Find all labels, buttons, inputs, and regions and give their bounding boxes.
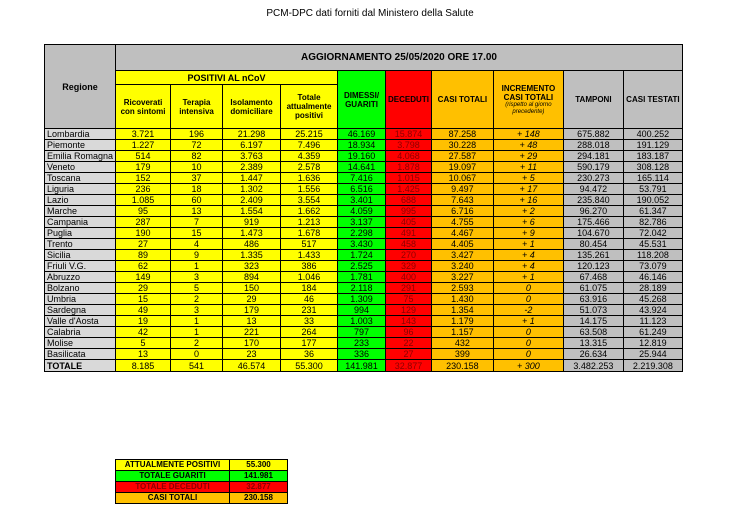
cell-tamponi: 14.175 — [563, 316, 623, 327]
cell-dimessi: 1.781 — [338, 272, 386, 283]
cell-dimessi: 19.160 — [338, 151, 386, 162]
summary-value: 141.981 — [230, 471, 288, 482]
totale-testati: 2.219.308 — [623, 360, 682, 372]
summary-label: CASI TOTALI — [116, 493, 230, 504]
cell-isolamento: 1.302 — [223, 184, 281, 195]
cell-casi-totali: 9.497 — [431, 184, 493, 195]
cell-terapia: 5 — [171, 283, 223, 294]
cell-tamponi: 96.270 — [563, 206, 623, 217]
cell-totale-positivi: 1.046 — [281, 272, 338, 283]
cell-totale-positivi: 3.554 — [281, 195, 338, 206]
table-row — [45, 349, 683, 360]
cell-deceduti: 405 — [386, 217, 432, 228]
cell-terapia: 10 — [171, 162, 223, 173]
cell-isolamento: 2.409 — [223, 195, 281, 206]
cell-casi-totali: 4.405 — [431, 239, 493, 250]
header-incremento — [493, 71, 563, 129]
cell-incremento: 0 — [493, 327, 563, 338]
cell-regione: Toscana — [45, 173, 116, 184]
cell-deceduti: 270 — [386, 250, 432, 261]
header-incremento-note: (rispetto al giorno precedente) — [505, 101, 552, 115]
table-row — [45, 250, 683, 261]
cell-totale-positivi: 1.636 — [281, 173, 338, 184]
cell-regione: Sicilia — [45, 250, 116, 261]
cell-deceduti: 329 — [386, 261, 432, 272]
cell-isolamento: 6.197 — [223, 140, 281, 151]
cell-casi-totali: 1.179 — [431, 316, 493, 327]
cell-casi-testati: 118.208 — [623, 250, 682, 261]
cell-ricoverati: 15 — [116, 294, 171, 305]
cell-incremento: 0 — [493, 283, 563, 294]
cell-ricoverati: 19 — [116, 316, 171, 327]
cell-deceduti: 3.798 — [386, 140, 432, 151]
summary-value: 32.877 — [230, 482, 288, 493]
table-row — [45, 140, 683, 151]
cell-casi-testati: 46.146 — [623, 272, 682, 283]
cell-regione: Valle d'Aosta — [45, 316, 116, 327]
cell-terapia: 4 — [171, 239, 223, 250]
table-row — [45, 151, 683, 162]
cell-casi-testati: 43.924 — [623, 305, 682, 316]
cell-casi-testati: 12.819 — [623, 338, 682, 349]
cell-casi-totali: 6.716 — [431, 206, 493, 217]
cell-dimessi: 3.401 — [338, 195, 386, 206]
cell-casi-testati: 82.786 — [623, 217, 682, 228]
table-row — [45, 129, 683, 140]
summary-row — [116, 471, 288, 482]
cell-ricoverati: 190 — [116, 228, 171, 239]
cell-deceduti: 75 — [386, 294, 432, 305]
cell-terapia: 0 — [171, 349, 223, 360]
cell-casi-totali: 399 — [431, 349, 493, 360]
cell-casi-testati: 45.531 — [623, 239, 682, 250]
cell-regione: Umbria — [45, 294, 116, 305]
header-terapia: Terapia intensiva — [171, 85, 223, 129]
cell-totale-positivi: 36 — [281, 349, 338, 360]
header-aggiornamento: AGGIORNAMENTO 25/05/2020 ORE 17.00 — [116, 45, 683, 71]
cell-incremento: + 1 — [493, 272, 563, 283]
table-row — [45, 283, 683, 294]
header-casi-totali: CASI TOTALI — [431, 71, 493, 129]
cell-tamponi: 175.466 — [563, 217, 623, 228]
cell-terapia: 13 — [171, 206, 223, 217]
cell-ricoverati: 13 — [116, 349, 171, 360]
cell-tamponi: 675.882 — [563, 129, 623, 140]
cell-dimessi: 3.430 — [338, 239, 386, 250]
cell-terapia: 2 — [171, 338, 223, 349]
cell-isolamento: 486 — [223, 239, 281, 250]
table-row — [45, 206, 683, 217]
totale-dimessi: 141.981 — [338, 360, 386, 372]
cell-tamponi: 590.179 — [563, 162, 623, 173]
cell-dimessi: 2.298 — [338, 228, 386, 239]
cell-casi-totali: 3.227 — [431, 272, 493, 283]
cell-tamponi: 288.018 — [563, 140, 623, 151]
cell-dimessi: 797 — [338, 327, 386, 338]
cell-deceduti: 1.878 — [386, 162, 432, 173]
cell-ricoverati: 3.721 — [116, 129, 171, 140]
table-row — [45, 338, 683, 349]
cell-terapia: 60 — [171, 195, 223, 206]
cell-deceduti: 15.874 — [386, 129, 432, 140]
cell-isolamento: 13 — [223, 316, 281, 327]
cell-ricoverati: 89 — [116, 250, 171, 261]
cell-ricoverati: 1.227 — [116, 140, 171, 151]
cell-totale-positivi: 177 — [281, 338, 338, 349]
cell-terapia: 7 — [171, 217, 223, 228]
cell-isolamento: 1.473 — [223, 228, 281, 239]
table-row — [45, 327, 683, 338]
cell-dimessi: 233 — [338, 338, 386, 349]
cell-totale-positivi: 2.578 — [281, 162, 338, 173]
cell-incremento: + 4 — [493, 261, 563, 272]
cell-ricoverati: 152 — [116, 173, 171, 184]
cell-casi-totali: 1.430 — [431, 294, 493, 305]
cell-incremento: + 1 — [493, 239, 563, 250]
cell-terapia: 3 — [171, 305, 223, 316]
cell-casi-testati: 190.052 — [623, 195, 682, 206]
cell-regione: Campania — [45, 217, 116, 228]
header-totale-positivi: Totale attualmente positivi — [281, 85, 338, 129]
cell-isolamento: 221 — [223, 327, 281, 338]
totale-casi: 230.158 — [431, 360, 493, 372]
cell-isolamento: 3.763 — [223, 151, 281, 162]
header-deceduti: DECEDUTI — [386, 71, 432, 129]
cell-casi-totali: 2.593 — [431, 283, 493, 294]
summary-label: TOTALE GUARITI — [116, 471, 230, 482]
totale-terapia: 541 — [171, 360, 223, 372]
cell-isolamento: 2.389 — [223, 162, 281, 173]
cell-regione: Sardegna — [45, 305, 116, 316]
cell-deceduti: 129 — [386, 305, 432, 316]
cell-deceduti: 143 — [386, 316, 432, 327]
cell-isolamento: 23 — [223, 349, 281, 360]
cell-totale-positivi: 46 — [281, 294, 338, 305]
cell-regione: Trento — [45, 239, 116, 250]
cell-isolamento: 150 — [223, 283, 281, 294]
cell-regione: Piemonte — [45, 140, 116, 151]
cell-ricoverati: 179 — [116, 162, 171, 173]
cell-casi-testati: 191.129 — [623, 140, 682, 151]
summary-row — [116, 493, 288, 504]
cell-ricoverati: 5 — [116, 338, 171, 349]
cell-terapia: 9 — [171, 250, 223, 261]
cell-incremento: + 2 — [493, 206, 563, 217]
table-row — [45, 162, 683, 173]
cell-casi-testati: 308.128 — [623, 162, 682, 173]
cell-regione: Lombardia — [45, 129, 116, 140]
cell-totale-positivi: 7.496 — [281, 140, 338, 151]
cell-incremento: + 9 — [493, 228, 563, 239]
header-tamponi: TAMPONI — [563, 71, 623, 129]
cell-isolamento: 919 — [223, 217, 281, 228]
cell-isolamento: 1.554 — [223, 206, 281, 217]
covid-data-table — [44, 44, 683, 372]
cell-ricoverati: 236 — [116, 184, 171, 195]
cell-tamponi: 63.916 — [563, 294, 623, 305]
cell-incremento: + 11 — [493, 162, 563, 173]
cell-dimessi: 18.934 — [338, 140, 386, 151]
cell-totale-positivi: 264 — [281, 327, 338, 338]
header-positivi: POSITIVI AL nCoV — [116, 71, 338, 85]
cell-totale-positivi: 33 — [281, 316, 338, 327]
cell-casi-totali: 7.643 — [431, 195, 493, 206]
summary-value: 55.300 — [230, 460, 288, 471]
cell-tamponi: 67.468 — [563, 272, 623, 283]
cell-incremento: 0 — [493, 294, 563, 305]
cell-casi-totali: 1.354 — [431, 305, 493, 316]
cell-casi-totali: 4.467 — [431, 228, 493, 239]
table-row-totale — [45, 360, 683, 372]
summary-row — [116, 460, 288, 471]
cell-tamponi: 51.073 — [563, 305, 623, 316]
cell-totale-positivi: 1.213 — [281, 217, 338, 228]
table-row — [45, 217, 683, 228]
cell-casi-testati: 72.042 — [623, 228, 682, 239]
cell-casi-testati: 28.189 — [623, 283, 682, 294]
cell-ricoverati: 62 — [116, 261, 171, 272]
cell-tamponi: 120.123 — [563, 261, 623, 272]
cell-tamponi: 135.261 — [563, 250, 623, 261]
cell-incremento: + 148 — [493, 129, 563, 140]
table-row — [45, 305, 683, 316]
cell-dimessi: 7.416 — [338, 173, 386, 184]
cell-deceduti: 96 — [386, 327, 432, 338]
totale-ricoverati: 8.185 — [116, 360, 171, 372]
cell-dimessi: 14.641 — [338, 162, 386, 173]
cell-casi-testati: 53.791 — [623, 184, 682, 195]
cell-incremento: + 1 — [493, 316, 563, 327]
table-row — [45, 239, 683, 250]
cell-casi-testati: 183.187 — [623, 151, 682, 162]
cell-totale-positivi: 1.662 — [281, 206, 338, 217]
cell-casi-testati: 25.944 — [623, 349, 682, 360]
cell-ricoverati: 514 — [116, 151, 171, 162]
cell-casi-totali: 87.258 — [431, 129, 493, 140]
cell-terapia: 15 — [171, 228, 223, 239]
cell-terapia: 1 — [171, 261, 223, 272]
cell-ricoverati: 95 — [116, 206, 171, 217]
cell-deceduti: 27 — [386, 349, 432, 360]
cell-casi-totali: 30.228 — [431, 140, 493, 151]
cell-casi-testati: 45.268 — [623, 294, 682, 305]
cell-tamponi: 294.181 — [563, 151, 623, 162]
cell-deceduti: 291 — [386, 283, 432, 294]
cell-tamponi: 235.840 — [563, 195, 623, 206]
cell-incremento: + 29 — [493, 151, 563, 162]
cell-tamponi: 63.508 — [563, 327, 623, 338]
cell-casi-totali: 1.157 — [431, 327, 493, 338]
cell-ricoverati: 27 — [116, 239, 171, 250]
header-casi-testati: CASI TESTATI — [623, 71, 682, 129]
cell-tamponi: 26.634 — [563, 349, 623, 360]
cell-regione: Lazio — [45, 195, 116, 206]
cell-terapia: 37 — [171, 173, 223, 184]
totale-deceduti: 32.877 — [386, 360, 432, 372]
cell-isolamento: 179 — [223, 305, 281, 316]
table-row — [45, 316, 683, 327]
cell-regione: Molise — [45, 338, 116, 349]
source-caption: PCM-DPC dati forniti dal Ministero della Salute — [266, 8, 474, 19]
cell-incremento: 0 — [493, 349, 563, 360]
cell-ricoverati: 287 — [116, 217, 171, 228]
cell-ricoverati: 29 — [116, 283, 171, 294]
cell-regione: Liguria — [45, 184, 116, 195]
cell-casi-testati: 61.249 — [623, 327, 682, 338]
totale-incremento: + 300 — [493, 360, 563, 372]
cell-dimessi: 2.118 — [338, 283, 386, 294]
cell-ricoverati: 149 — [116, 272, 171, 283]
cell-dimessi: 1.003 — [338, 316, 386, 327]
cell-casi-totali: 27.587 — [431, 151, 493, 162]
cell-deceduti: 22 — [386, 338, 432, 349]
cell-isolamento: 1.447 — [223, 173, 281, 184]
cell-terapia: 1 — [171, 316, 223, 327]
cell-terapia: 3 — [171, 272, 223, 283]
totale-positivi: 55.300 — [281, 360, 338, 372]
table-row — [45, 228, 683, 239]
table-body — [45, 129, 683, 360]
cell-ricoverati: 42 — [116, 327, 171, 338]
cell-casi-testati: 61.347 — [623, 206, 682, 217]
cell-isolamento: 29 — [223, 294, 281, 305]
cell-incremento: + 48 — [493, 140, 563, 151]
header-incremento-label: INCREMENTO CASI TOTALI — [501, 83, 556, 102]
cell-terapia: 2 — [171, 294, 223, 305]
cell-casi-testati: 165.114 — [623, 173, 682, 184]
cell-tamponi: 13.315 — [563, 338, 623, 349]
cell-dimessi: 1.309 — [338, 294, 386, 305]
cell-dimessi: 4.059 — [338, 206, 386, 217]
header-regione: Regione — [45, 45, 116, 129]
cell-totale-positivi: 1.433 — [281, 250, 338, 261]
summary-value: 230.158 — [230, 493, 288, 504]
cell-regione: Puglia — [45, 228, 116, 239]
table-row — [45, 184, 683, 195]
cell-ricoverati: 1.085 — [116, 195, 171, 206]
cell-casi-totali: 19.097 — [431, 162, 493, 173]
header-dimessi: DIMESSI/ GUARITI — [338, 71, 386, 129]
cell-casi-totali: 10.067 — [431, 173, 493, 184]
cell-regione: Marche — [45, 206, 116, 217]
cell-deceduti: 491 — [386, 228, 432, 239]
cell-isolamento: 323 — [223, 261, 281, 272]
table-row — [45, 173, 683, 184]
cell-deceduti: 1.015 — [386, 173, 432, 184]
cell-incremento: + 16 — [493, 195, 563, 206]
summary-row — [116, 482, 288, 493]
cell-casi-testati: 73.079 — [623, 261, 682, 272]
cell-regione: Veneto — [45, 162, 116, 173]
cell-isolamento: 170 — [223, 338, 281, 349]
table-row — [45, 195, 683, 206]
summary-label: ATTUALMENTE POSITIVI — [116, 460, 230, 471]
cell-incremento: -2 — [493, 305, 563, 316]
cell-casi-testati: 400.252 — [623, 129, 682, 140]
cell-deceduti: 4.068 — [386, 151, 432, 162]
cell-deceduti: 458 — [386, 239, 432, 250]
header-isolamento: Isolamento domiciliare — [223, 85, 281, 129]
cell-casi-testati: 11.123 — [623, 316, 682, 327]
cell-tamponi: 80.454 — [563, 239, 623, 250]
cell-deceduti: 1.425 — [386, 184, 432, 195]
cell-incremento: + 6 — [493, 217, 563, 228]
table-row — [45, 294, 683, 305]
cell-terapia: 1 — [171, 327, 223, 338]
cell-totale-positivi: 1.678 — [281, 228, 338, 239]
cell-deceduti: 400 — [386, 272, 432, 283]
totale-label: TOTALE — [45, 360, 116, 372]
cell-dimessi: 994 — [338, 305, 386, 316]
cell-dimessi: 46.169 — [338, 129, 386, 140]
summary-label: TOTALE DECEDUTI — [116, 482, 230, 493]
table-row — [45, 272, 683, 283]
cell-regione: Abruzzo — [45, 272, 116, 283]
cell-casi-totali: 432 — [431, 338, 493, 349]
cell-regione: Calabria — [45, 327, 116, 338]
cell-dimessi: 2.525 — [338, 261, 386, 272]
cell-totale-positivi: 25.215 — [281, 129, 338, 140]
cell-dimessi: 6.516 — [338, 184, 386, 195]
totale-isolamento: 46.574 — [223, 360, 281, 372]
cell-isolamento: 21.298 — [223, 129, 281, 140]
cell-terapia: 72 — [171, 140, 223, 151]
cell-ricoverati: 49 — [116, 305, 171, 316]
cell-regione: Emilia Romagna — [45, 151, 116, 162]
cell-totale-positivi: 386 — [281, 261, 338, 272]
cell-regione: Bolzano — [45, 283, 116, 294]
cell-deceduti: 995 — [386, 206, 432, 217]
cell-isolamento: 1.335 — [223, 250, 281, 261]
cell-totale-positivi: 184 — [281, 283, 338, 294]
cell-terapia: 82 — [171, 151, 223, 162]
cell-tamponi: 94.472 — [563, 184, 623, 195]
cell-tamponi: 61.075 — [563, 283, 623, 294]
totale-tamponi: 3.482.253 — [563, 360, 623, 372]
cell-terapia: 196 — [171, 129, 223, 140]
cell-incremento: + 5 — [493, 173, 563, 184]
cell-tamponi: 104.670 — [563, 228, 623, 239]
cell-regione: Friuli V.G. — [45, 261, 116, 272]
cell-deceduti: 688 — [386, 195, 432, 206]
cell-incremento: + 17 — [493, 184, 563, 195]
cell-regione: Basilicata — [45, 349, 116, 360]
cell-totale-positivi: 4.359 — [281, 151, 338, 162]
cell-totale-positivi: 231 — [281, 305, 338, 316]
cell-incremento: 0 — [493, 338, 563, 349]
cell-dimessi: 1.724 — [338, 250, 386, 261]
cell-casi-totali: 3.240 — [431, 261, 493, 272]
cell-totale-positivi: 1.556 — [281, 184, 338, 195]
cell-casi-totali: 4.755 — [431, 217, 493, 228]
cell-totale-positivi: 517 — [281, 239, 338, 250]
cell-incremento: + 4 — [493, 250, 563, 261]
summary-table — [115, 459, 288, 504]
header-ricoverati: Ricoverati con sintomi — [116, 85, 171, 129]
cell-terapia: 18 — [171, 184, 223, 195]
cell-casi-totali: 3.427 — [431, 250, 493, 261]
cell-isolamento: 894 — [223, 272, 281, 283]
cell-tamponi: 230.273 — [563, 173, 623, 184]
cell-dimessi: 3.137 — [338, 217, 386, 228]
cell-dimessi: 336 — [338, 349, 386, 360]
table-row — [45, 261, 683, 272]
